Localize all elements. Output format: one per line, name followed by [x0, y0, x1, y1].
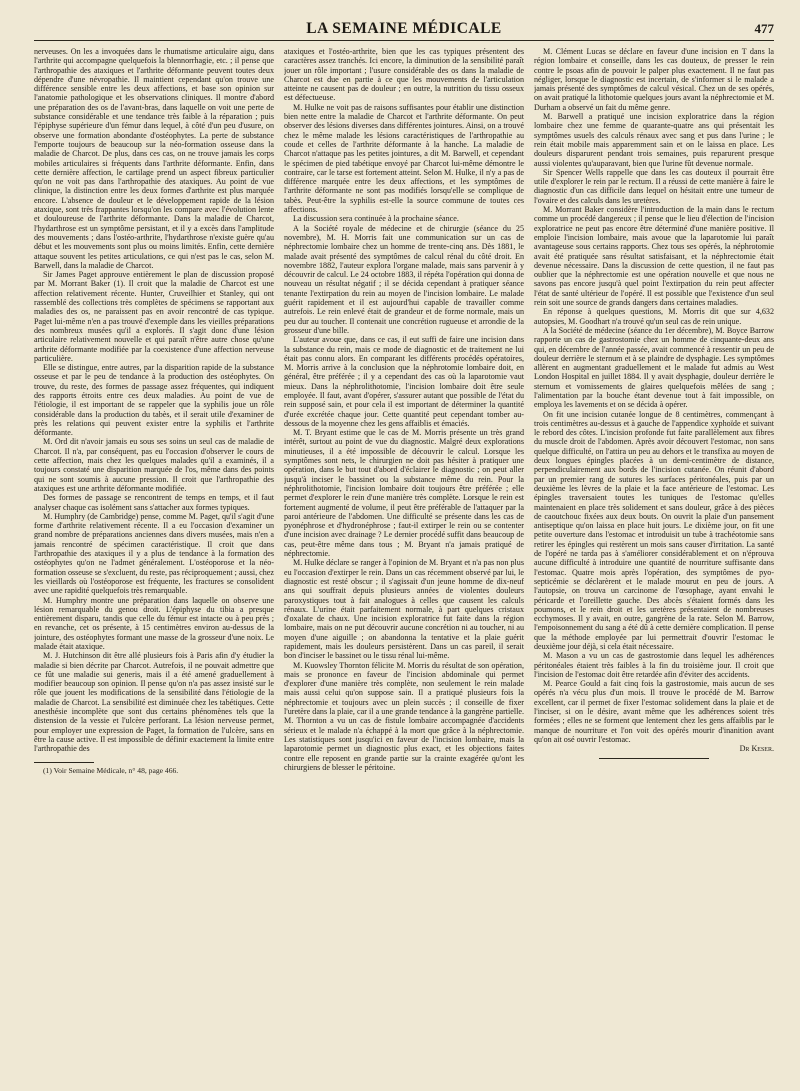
paragraph: M. T. Bryant estime que le cas de M. Morris présente un très grand intérêt, surtout au point de vue du diagnostic. Malgré deux explorations minutieuses, il a été impossible de découvrir le calcul. Lorsque les symptômes sont nets, le chirurgien ne doit pas hésiter à pratiquer une opération, dans le but tout d'abord d'éclairer le diagnostic ; on peut aller jusqu'à inciser le bassinet ou la substance même du rein. Pour la néphrolithotomie, l'incision lombaire doit toujours être préférée ; elle permet d'explorer le rein d'une manière très complète. Lorsque le rein est fortement augmenté de volume, il peut être préférable de l'attaquer par la paroi antérieure de l'abdomen. Une difficulté se présente dans les cas de pyonéphrose et d'hydronéphrose ; faut-il extirper le rein ou se contenter d'une incision avec drainage ? Le dernier procédé suffit dans beaucoup de cas, peut-être même dans tous ; M. Bryant n'a jamais pratiqué de néphrectomie.	[284, 428, 524, 559]
footnote-divider	[34, 762, 94, 763]
paragraph: M. Barwell a pratiqué une incision exploratrice dans la région lombaire chez une femme de quarante-quatre ans qui présentait les symptômes usuels des calculs rénaux avec sang et pus dans l'urine ; le rein était mobile mais apparemment sain et on le laissa en place. Les douleurs disparurent pendant trois semaines, puis reparurent presque aussi violentes qu'auparavant, bien que l'urine fût devenue normale.	[534, 112, 774, 168]
author-signature: Dr Keser.	[739, 744, 774, 754]
paragraph: Des formes de passage se rencontrent de temps en temps, et il faut analyser chaque cas isolément sans s'attacher aux formes typiques.	[34, 493, 274, 512]
paragraph: Sir James Paget approuve entièrement le plan de discussion proposé par M. Morrant Baker (1). Il croit que la maladie de Charcot est une affection relativement récente. Hunter, Cruveilhier et Stanley, qui ont rassemblé des collections très complètes de spécimens se rapportant aux maladies des os, ne paraissent pas en avoir rencontré de cas typique. Paget lui-même n'en a pas trouvé d'exemple dans les vieilles préparations des nombreux musées qu'il a explorés. Il s'agit donc d'une lésion articulaire relativement nouvelle et qui paraît n'être autre chose qu'une arthrite déformante modifiée par la coexistence d'une affection nerveuse particulière.	[34, 270, 274, 363]
paragraph: L'auteur avoue que, dans ce cas, il eut suffi de faire une incision dans la substance du rein, mais ce mode de diagnostic et de traitement ne lui était pas connu alors. En comparant les différents procédés opératoires, M. Morris arrive à la conclusion que la néphrotomie lombaire doit, en général, être préférée ; il y a cependant des cas où la laparotomie vaut mieux. Dans la néphrolithotomie, l'incision lombaire doit être seule employée. Il faut, avant d'opérer, s'assurer autant que possible de l'état du rein supposé sain, et pour cela il est important de déterminer la quantité d'urée excrétée chaque jour. Cette quantité peut cependant tomber au-dessous de la moyenne chez les gens affaiblis et émaciés.	[284, 335, 524, 428]
running-head	[34, 20, 774, 41]
paragraph: M. Humphry montre une préparation dans laquelle on observe une lésion remarquable du genou droit. L'épiphyse du tibia a presque entièrement disparu, tandis que celle du fémur est intacte ou à peu près ; en revanche, cet os présente, à 15 centimètres environ au-dessus de la jointure, des ostéophytes formant une masse de la grosseur d'une noix. Le malade était ataxique.	[34, 595, 274, 651]
column-left	[34, 47, 274, 1087]
paragraph: Elle se distingue, entre autres, par la disparition rapide de la substance osseuse et par le peu de tendance à la production des ostéophytes. On trouve, du reste, des formes de passage assez fréquentes, qui indiquent des rapports étroits entre ces deux maladies. Au point de vue de l'étiologie, il est important de se rappeler que la syphilis joue un rôle considérable dans la production du tabès, et il serait utile d'examiner de près les relations qui peuvent exister entre la syphilis et l'arthrite déformante.	[34, 363, 274, 438]
paragraph: On fit une incision cutanée longue de 8 centimètres, commençant à trois centimètres au-dessus et à gauche de l'appendice xyphoïde et suivant le rebord des côtes. L'incision profonde fut faite parallèlement aux fibres du muscle droit de l'abdomen. Après avoir découvert l'estomac, non sans quelque difficulté, on l'attira un peu au dehors et le transfixa au moyen de deux longues épingles placées à un demi-centimètre de distance, perpendiculairement aux bords de l'incision cutanée. On réunit d'abord par un premier rang de sutures les surfaces péritonéales, puis par un deuxième les lèvres de la plaie et la face antérieure de l'estomac. Les épingles traversaient toutes les tuniques de l'estomac qu'elles maintenaient en place très solidement et sans douleur, grâce à des pièces de caoutchouc fixées aux deux bouts. On ouvrit la plaie d'un pansement antiseptique qu'on laissa en place huit jours. Le dixième jour, on fit une petite ouverture dans l'estomac et introduisit un tube à trachéotomie sans retirer les épingles qui restèrent un mois sans causer d'irritation. La santé de l'opéré ne tarda pas à s'améliorer considérablement et on n'éprouva aucune difficulté à introduire une quantité de nourriture suffisante dans l'estomac. Quatre mois après l'opération, des symptômes de pyo-septicémie se déclarèrent et le malade mourut en peu de jours. A l'autopsie, on trouva un carcinome de l'œsophage, ayant envahi le péricarde et l'oreillette gauche. Des abcès s'étaient formés dans les poumons, et le rein droit et les uretères présentaient de nombreuses ecchymoses. Il y avait, en outre, gangrène de la rate. Selon M. Barrow, l'empoisonnement du sang a été dû à cette dernière complication. Il pense que la méthode employée par lui permettrait d'ouvrir l'estomac le deuxième jour déjà, si cela était nécessaire.	[534, 409, 774, 651]
paragraph: ataxiques et l'ostéo-arthrite, bien que les cas typiques présentent des caractères assez tranchés. Ici encore, la diminution de la sensibilité paraît jouer un rôle important ; l'usure considérable des os dans la maladie de Charcot est due en partie à ce que les mouvements de l'articulation atteinte ne causent pas de douleur ; en outre, la nutrition du tissu osseux est défectueuse.	[284, 47, 524, 103]
end-divider	[599, 758, 709, 759]
column-right	[534, 47, 774, 1087]
paragraph: M. Hulke ne voit pas de raisons suffisantes pour établir une distinction bien nette entre la maladie de Charcot et l'arthrite déformante. On peut observer des lésions diverses dans différentes jointures. Ainsi, on a trouvé chez le même malade les lésions caractéristiques de l'arthropathie au coude et celles de l'arthrite déformante à la hanche. La maladie de Charcot n'attaque pas les petites jointures, a dit M. Barwell, et cependant le spécimen de pied tabétique envoyé par Charcot lui-même démontre le contraire, car le tarse est fortement atteint. Selon M. Hulke, il n'y a pas de différence marquée entre les deux affections, et les symptômes de l'arthrite déformante ne sont pas modifiés lorsqu'elle se complique de tabès. Peut-être la syphilis est-elle la source commune de toutes ces affections.	[284, 102, 524, 215]
paragraph: M. Humphry (de Cambridge) pense, comme M. Paget, qu'il s'agit d'une forme d'arthrite relativement récente. Il a eu l'occasion d'examiner un grand nombre de préparations anciennes dans divers musées, mais n'en a jamais rencontré de spécimen caractéristique. Il croit que dans l'arthropathie des ataxiques il y a plus de tendance à la formation des ostéophytes qu'on ne l'admet généralement. L'ostéoporose et la néo-formation osseuse se s'excluent, du reste, pas réciproquement ; aussi, chez les vieillards où l'ostéoporose est fréquente, les fractures se consolident avec une rapidité quelquefois très remarquable.	[34, 511, 274, 596]
paragraph: M. Ord dit n'avoir jamais eu sous ses soins un seul cas de maladie de Charcot. Il n'a, par conséquent, pas eu l'occasion d'observer le cours de cette affection, mais chez les quelques malades qu'il a examinés, il a toujours constaté une disparition marquée de l'os, même dans des points qui ne sont soumis à aucune pression. Il croit que l'arthropathie des ataxiques est une arthrite déformante modifiée.	[34, 437, 274, 493]
paragraph: La discussion sera continuée à la prochaine séance.	[293, 214, 459, 224]
paragraph: A la Société de médecine (séance du 1er décembre), M. Boyce Barrow rapporte un cas de gastrostomie chez un homme de cinquante-deux ans qui, en décembre de l'année passée, avait commencé à ressentir un peu de douleur derrière le sternum et à se plaindre de dysphagie. Les symptômes allèrent en augmentant graduellement et le malade fut admis au West London Hospital en juillet 1884. Il y avait dysphagie, douleur derrière le sternum et vomissements de glaires quelquefois mêlées de sang ; l'alimentation par la bouche étant devenue tout à fait impossible, on employa les lavements et on se décida à opérer.	[534, 325, 774, 410]
paragraph: M. Kuowsley Thornton félicite M. Morris du résultat de son opération, mais se prononce en faveur de l'incision abdominale qui permet d'explorer d'une manière très complète, non seulement le rein malade mais aussi celui qu'on suppose sain. Il a pratiqué plusieurs fois la néphrectomie et toujours avec un plein succès ; il conseille de fixer l'uretère dans la plaie, car il a une grande tendance à la gangrène partielle. M. Thornton a vu un cas de fistule lombaire accompagnée d'accidents sérieux et le malade n'a échappé à la mort que grâce à la néphrectomie. Les statistiques sont jusqu'ici en faveur de l'incision lombaire, mais la laparotomie permet un diagnostic plus exact, et les objections faites contre elle reposent en grande partie sur la crainte exagérée qu'ont les chirurgiens de blesser le péritoine.	[284, 660, 524, 772]
paragraph: M. Mason a vu un cas de gastrostomie dans lequel les adhérences péritonéales étaient très faibles à la fin du troisième jour. Il croit que l'incision de l'estomac doit être retardée afin d'éviter des accidents.	[534, 651, 774, 679]
journal-title: LA SEMAINE MÉDICALE	[306, 20, 502, 37]
paragraph: M. Morrant Baker considère l'introduction de la main dans le rectum comme un procédé dangereux ; il pense que le lieu d'élection de l'incision exploratrice ne peut pas encore être déterminé d'une manière positive. Il emploie l'incision lombaire, mais avoue que la laparotomie lui paraît avantageuse sous certains rapports. Chez tous ses opérés, la néphrotomie avait été pratiquée sans résultat satisfaisant, et la néphrectomie était devenue nécessaire. Dans la discussion de cette question, il ne faut pas oublier que la néphrectomie est une opération nouvelle et que nous ne savons pas encore jusqu'à quel point l'extirpation du rein peut affecter l'état de santé ultérieur de l'opéré. Il est possible que l'existence d'un seul rein soit une source de grands dangers dans certaines maladies.	[534, 205, 774, 308]
paragraph: M. Hulke déclare se ranger à l'opinion de M. Bryant et n'a pas non plus eu l'occasion d'extirper le rein. Dans un cas récemment observé par lui, le diagnostic est resté obscur ; il s'agissait d'un jeune homme de dix-neuf ans qui souffrait depuis plusieurs années de violentes douleurs paroxystiques tout à fait analogues à celles que causent les calculs rénaux. L'urine était parfaitement normale, à part quelques cristaux d'oxalate de chaux. Une incision exploratrice fut faite dans la région lombaire, mais on ne put découvrir aucune concrétion ni au toucher, ni au moyen d'une aiguille ; on abandonna la tentative et la plaie guérit rapidement, mais les douleurs persistèrent. Dans un cas pareil, il serait bon d'inciser le bassinet ou le tissu rénal lui-même.	[284, 558, 524, 661]
paragraph: M. Pearce Gould a fait cinq fois la gastrostomie, mais aucun de ses opérés n'a vécu plus d'un mois. Il trouve le procédé de M. Barrow excellent, car il permet de fixer l'estomac solidement dans la plaie et de l'inciser, si on le désire, avant même que les adhérences soient très formées ; elles ne se forment que lentement chez les gens affaiblis par le manque de nourriture et l'on voit des opérés mourir d'inanition avant qu'on ait osé ouvrir l'estomac.	[534, 679, 774, 744]
paragraph: M. Clément Lucas se déclare en faveur d'une incision en T dans la région lombaire et conseille, dans les cas douteux, de presser le rein contre le psoas afin de pouvoir le palper plus exactement. Il ne faut pas négliger, lorsque le diagnostic est incertain, de s'informer si le malade a jamais présenté des symptômes de calcul vésical. Chez un de ses opérés, on avait pratiqué la lithotomie quelques jours avant la néphrectomie et M. Durham a observé un fait du même genre.	[534, 47, 774, 112]
paragraph: M. J. Hutchinson dit être allé plusieurs fois à Paris afin d'y étudier la maladie si bien décrite par Charcot. Autrefois, il ne pouvait admettre que ce fût une maladie sui generis, mais il a été amené graduellement à modifier beaucoup son opinion. Il pense qu'on n'a pas assez insisté sur le rôle que jouent les modifications de la sensibilité dans l'étiologie de la maladie de Charcot. La sensibilité est diminuée chez les tabétiques. Cette anesthésie incomplète que sont dus certains phénomènes tels que la distension de la vessie et l'ulcère perforant. La lésion nerveuse permet, pour employer une expression de Paget, la formation de l'ulcère, sans en être la cause active. Il est impossible de définir exactement la limite entre l'arthropathie des	[34, 651, 274, 754]
paragraph: nerveuses. On les a invoquées dans le rhumatisme articulaire aigu, dans l'arthrite qui accompagne quelquefois la blennorrhagie, etc. ; il pense que l'arthropathie des ataxiques et l'arthrite déformante peuvent toutes deux dépendre d'une névropathie. Il maintient cependant qu'on trouve une différence sensible entre les deux affections, et base son opinion sur l'anatomie pathologique et les observations cliniques. Il montre d'abord une préparation des os de l'avant-bras, dans laquelle on voit une perte de substance considérable et une tendance très faible à la réparation ; puis l'épiphyse supérieure d'un fémur dans lequel, à côté d'un peu d'usure, on observe une formation abondante d'ostéophytes. La perte de substance l'emporte toujours de beaucoup sur la néo-formation osseuse dans la maladie de Charcot. De plus, dans ces cas, on ne trouve jamais les corps mobiles articulaires si fréquents dans l'arthrite déformante. Enfin, dans cette dernière affection, le cartilage prend un aspect fibreux particulier qu'on ne voit pas dans l'arthropathie des ataxiques. Au point de vue clinique, la distinction entre les deux formes d'arthrite est plus marquée encore. L'absence de douleur et le développement rapide de la lésion ataxique, sont très frappantes lorsqu'on les compare avec l'évolution lente et douloureuse de l'arthrite déformante. Dans la maladie de Charcot, l'hydarthrose est un symptôme persistant, et il y a excès dans l'amplitude des mouvements ; dans l'ostéo-arthrite, l'hydarthrose n'existe guère qu'au début et les mouvements sont plus ou moins limités. Enfin, cette dernière attaque souvent les petites articulations, ce qui n'est pas le cas, selon M. Barwell, dans la maladie de Charcot.	[34, 47, 274, 270]
paragraph: A la Société royale de médecine et de chirurgie (séance du 25 novembre), M. H. Morris fait une communication sur un cas de néphrectomie lombaire chez un homme de trente-cinq ans. Dès 1881, le malade avait présenté des symptômes de calcul rénal du côté droit. En novembre 1882, l'auteur explora l'organe malade, mais sans parvenir à y découvrir de calcul. Le 24 octobre 1883, il répéta l'opération qui donna de nouveau un résultat négatif ; il se décida cependant à pratiquer séance tenante l'extirpation du rein au moyen de l'incision lombaire. Le malade guérit rapidement et il est aujourd'hui capable de travailler comme autrefois. Le rein enlevé était de grandeur et de forme normale, mais un peu dur au toucher. Il contenait une concrétion rugueuse et arrondie de la grosseur d'une bille.	[284, 223, 524, 335]
paragraph: Sir Spencer Wells rappelle que dans les cas douteux il pourrait être utile d'explorer le rein par le rectum. Il a réussi de cette manière à faire le diagnostic d'un cas difficile dans lequel on hésitait entre une tumeur de l'ovaire et des calculs dans les uretères.	[534, 167, 774, 205]
footnote: (1) Voir Semaine Médicale, n° 48, page 466.	[43, 765, 179, 775]
page-number: 477	[754, 21, 774, 36]
column-middle	[284, 47, 524, 1087]
text-columns	[34, 47, 774, 1087]
paragraph: En réponse à quelques questions, M. Morris dit que sur 4,632 autopsies, M. Goodhart n'a trouvé qu'un seul cas de rein unique.	[534, 307, 774, 326]
